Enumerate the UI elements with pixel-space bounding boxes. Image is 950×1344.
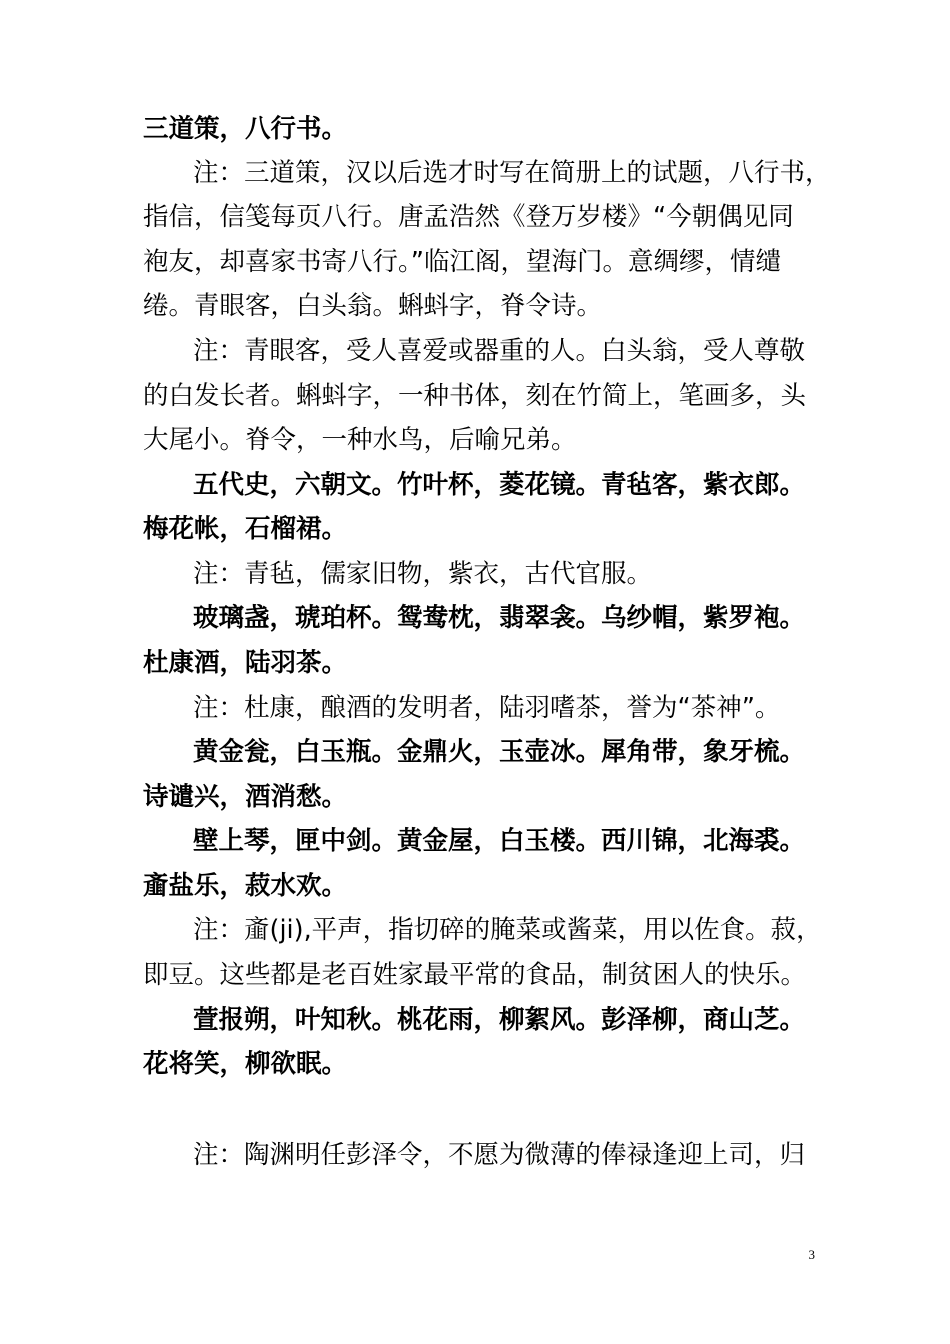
verse-line: 三道策，八行书。: [143, 114, 348, 144]
note-line: 大尾小。脊令，一种水鸟，后喻兄弟。: [143, 425, 577, 455]
note-line: 注：青眼客，受人喜爱或器重的人。白头翁，受人尊敬: [193, 336, 806, 366]
note-line: 注：青毡，儒家旧物，紫衣，古代官服。: [193, 559, 653, 589]
note-line: 注：齑(ji),平声，指切碎的腌菜或酱菜，用以佐食。菽，: [193, 915, 822, 945]
note-line: 注：杜康，酿酒的发明者，陆羽嗜茶，誉为“茶神”。: [193, 693, 781, 723]
verse-line: 花将笑，柳欲眠。: [143, 1049, 348, 1079]
verse-line: 黄金瓮，白玉瓶。金鼎火，玉壶冰。犀角带，象牙梳。: [193, 737, 806, 767]
page-number: 3: [808, 1247, 815, 1262]
verse-line: 齑盐乐，菽水欢。: [143, 871, 348, 901]
note-line: 注：陶渊明任彭泽令，不愿为微薄的俸禄逢迎上司，归: [193, 1140, 806, 1170]
verse-line: 杜康酒，陆羽茶。: [143, 648, 348, 678]
verse-line: 五代史，六朝文。竹叶杯，菱花镜。青毡客，紫衣郎。: [193, 470, 806, 500]
note-line: 袍友，却喜家书寄八行。”临江阁，望海门。意绸缪，情缱: [143, 247, 781, 277]
note-line: 注：三道策，汉以后选才时写在简册上的试题，八行书，: [193, 158, 831, 188]
verse-line: 玻璃盏，琥珀杯。鸳鸯枕，翡翠衾。乌纱帽，紫罗袍。: [193, 603, 806, 633]
verse-line: 萱报朔，叶知秋。桃花雨，柳絮风。彭泽柳，商山芝。: [193, 1005, 806, 1035]
note-line: 绻。青眼客，白头翁。蝌蚪字，脊令诗。: [143, 291, 603, 321]
note-line: 指信，信笺每页八行。唐孟浩然《登万岁楼》“今朝偶见同: [143, 202, 794, 232]
verse-line: 诗谴兴，酒消愁。: [143, 782, 348, 812]
verse-line: 梅花帐，石榴裙。: [143, 514, 348, 544]
note-line: 的白发长者。蝌蚪字，一种书体，刻在竹简上，笔画多，头: [143, 381, 807, 411]
verse-line: 壁上琴，匣中剑。黄金屋，白玉楼。西川锦，北海裘。: [193, 826, 806, 856]
note-line: 即豆。这些都是老百姓家最平常的食品，制贫困人的快乐。: [143, 960, 807, 990]
